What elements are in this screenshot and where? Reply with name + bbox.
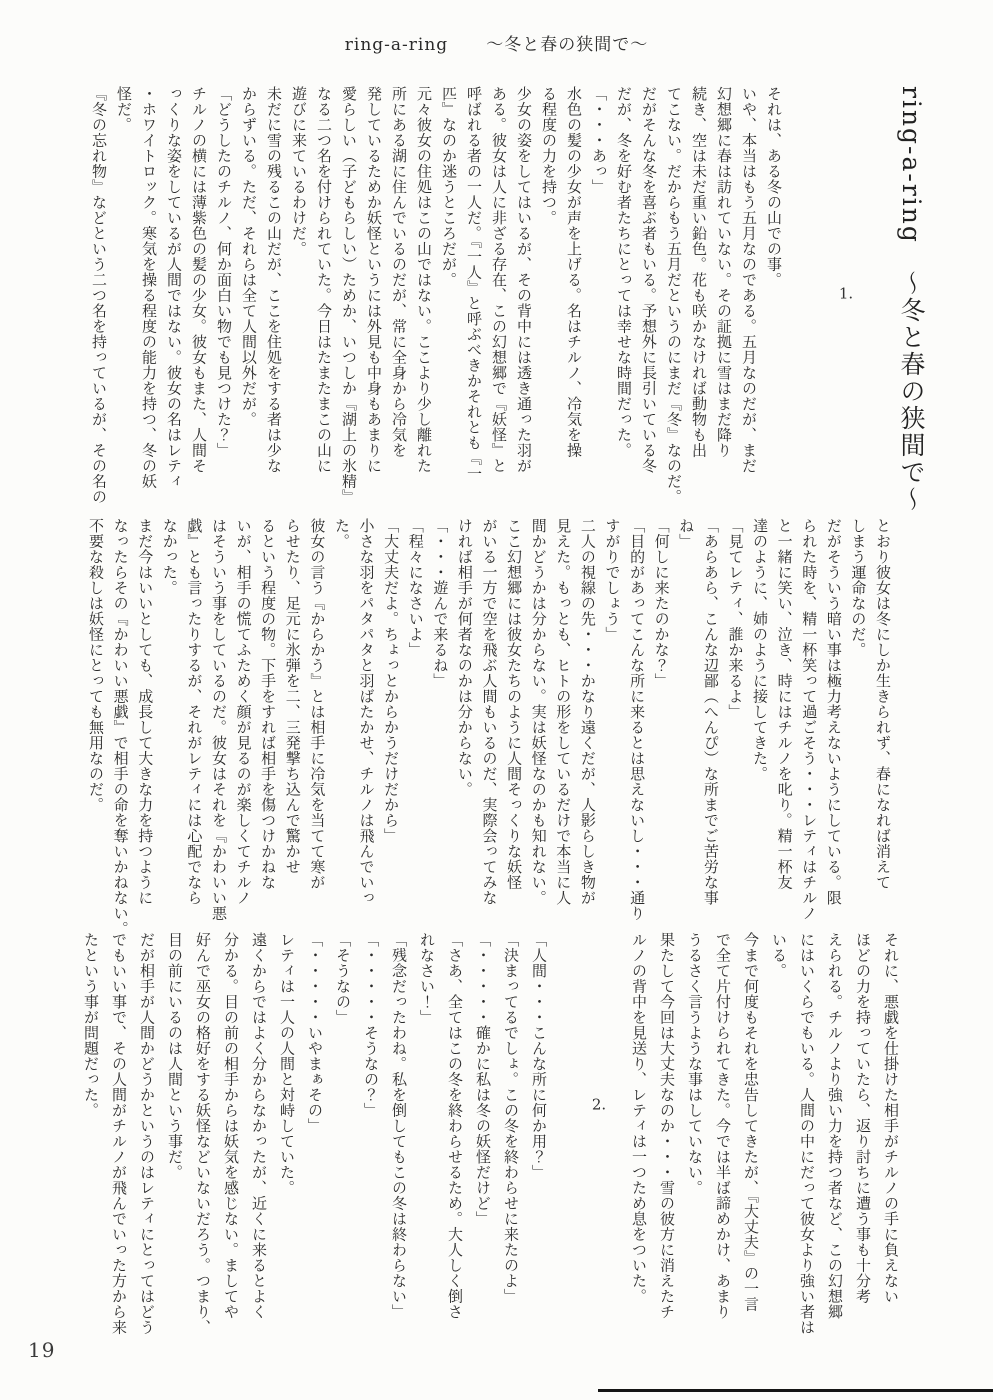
text-line: にはいくらでもいる。人間の中にだって彼女より強い者は [798,932,816,1335]
text-line: だが、冬を好む者たちにとっては幸せな時間だった。 [615,86,633,458]
text-column-group-3a [625,932,905,1335]
text-line: それは、ある冬の山での事。 [765,86,783,288]
text-line: 「目的があってこんな所に来るとは思えないし・・・通り [628,518,647,921]
text-line: 果たして今回は大丈夫なのか・・・雪の彼方に消えたチ [658,932,676,1320]
text-line: っくりな姿をしているが人間ではない。彼女の名はレティ [165,86,183,489]
text-line: るという程度の物。下手をすれば相手を傷つけかねな [259,518,278,890]
text-line: 水色の髪の少女が声を上げる。名はチルノ、冷気を操 [565,86,583,458]
text-line: ・ホワイトロック。寒気を操る程度の能力を持つ、冬の妖 [140,86,158,489]
text-line: れなさい！」 [418,932,436,1025]
text-line: 遠くからではよく分からなかったが、近くに来るとよく [250,932,268,1320]
text-line: 達のように、姉のように接してきた。 [751,518,770,782]
text-line: 分かる。目の前の相手からは妖気を感じない。ましてや [222,932,240,1320]
story-title-latin: ring-a-ring [897,86,926,244]
text-line: 不要な殺しは妖怪にとっても無用なのだ。 [87,518,105,813]
text-line: らせたり、足元に氷弾を二、三発撃ち込んで驚かせ [283,518,302,875]
text-line: てこない。だからもう五月だというのにまだ『冬』なのだ。 [665,86,683,505]
text-line: と一緒に笑い、泣き、時にはチルノを叱り。精一杯友 [775,518,794,890]
text-line: 発しているためか妖怪というには外見も中身もあまりに [365,86,383,474]
text-line: うるさく言うような事はしていない。 [686,932,704,1196]
text-line: 小さな羽をパタパタと羽ばたかせ、チルノは飛んでいっ [357,518,376,906]
text-line: 戯』とも言ったりするが、それがレティには心配でなら [185,518,204,906]
text-line: 「何しに来たのかな？」 [652,518,671,689]
text-line: 「・・・あっ」 [590,86,608,195]
text-line: 間かどうかは分からない。実は妖怪なのかも知れない。 [529,518,548,906]
text-line: 少女の姿をしてはいるが、その背中には透き通った羽が [515,86,533,474]
text-line: 「・・・遊んで来るね」 [431,518,450,689]
text-line: ある。彼女は人に非ざる存在、この幻想郷で『妖怪』と [490,86,508,474]
section-marker-2 [591,932,607,1335]
text-line: でもいい事で、その人間がチルノが飛んでいった方から来 [110,932,128,1335]
text-column-group-2 [83,518,895,937]
text-line: 「さあ、全てはこの冬を終わらせるため。大人しく倒さ [446,932,464,1320]
text-line: とおり彼女は冬にしか生きられず、春になれば消えて [874,518,892,890]
text-line: だがそういう暗い事は極力考えないようにしている。限 [824,518,843,906]
text-line: 目の前にいるのは人間という事だ。 [166,932,184,1180]
page-header [0,30,993,55]
text-line: 「・・・・・いやまぁその」 [306,932,324,1134]
text-column-group-3b [77,932,553,1335]
text-line: 今まで何度もそれを忠告してきたが、『大丈夫』の一言 [742,932,760,1312]
text-line: られた時を、精一杯笑って過ごそう・・・レティはチルノ [800,518,819,921]
section-marker-1 [838,86,854,513]
text-line: 「残念だったわね。私を倒してもこの冬は終わらない」 [390,932,408,1320]
text-line: ほどの力を持っていたら、返り討ちに遭う事も十分考 [854,932,872,1304]
text-line: たという事が問題だった。 [82,932,100,1118]
story-text-band-3 [77,932,905,1335]
text-line: いや、本当はもう五月なのである。五月なのだが、まだ [740,86,758,474]
text-line: なかった。 [160,518,179,596]
text-line: 「大丈夫だよ。ちょっとからかうだけだから」 [382,518,401,844]
text-column-group-1 [86,86,786,513]
story-title [896,86,926,513]
text-line: すがりでしょう」 [603,518,622,642]
text-line: 「・・・・・確かに私は冬の妖怪だけど」 [474,932,492,1227]
text-line: 愛らしい（子どもらしい）ためか、いつしか『湖上の氷精』 [340,86,358,505]
text-line: がいる一方で空を飛ぶ人間もいるのだ、実際会ってみな [480,518,499,906]
section-number-1: 1. [838,286,854,301]
text-line: 彼女の言う『からかう』とは相手に冷気を当てて寒が [308,518,327,890]
text-line: 幻想郷に春は訪れていない。その証拠に雪はまだ降り [715,86,733,458]
text-line: 所にある湖に住んでいるのだが、常に全身から冷気を [390,86,408,458]
story-text-band-2 [83,518,895,937]
text-line: 「どうしたのチルノ、何か面白い物でも見つけた？」 [215,86,233,458]
text-line: 元々彼女の住処はこの山ではない。ここより少し離れた [415,86,433,474]
text-line: だがそんな冬を喜ぶ者もいる。予想外に長引いている冬 [640,86,658,474]
section-number-2: 2. [591,1097,607,1112]
text-line: いが、相手の慌てふためく顔が見るのが楽しくてチルノ [234,518,253,906]
text-line: えられる。チルノより強い力を持つ者など、この幻想郷 [826,932,844,1320]
text-line: 怪だ。 [115,86,133,133]
text-line: で全て片付けられてきた。今では半ば諦めかけ、あまり [714,932,732,1320]
text-line: た。 [332,518,351,549]
text-line: 「あらあら、こんな辺鄙（へんぴ）な所までご苦労な事 [701,518,720,906]
text-line: いる。 [770,932,788,979]
text-line: 『冬の忘れ物』などという二つ名を持っているが、その名の [90,86,108,505]
story-title-subtitle: ～冬と春の狭間で～ [897,269,926,513]
header-latin-title: ring-a-ring [344,35,449,55]
text-line: なる二つ名を付けられていた。今日はたまたまこの山に [315,86,333,474]
text-line: 続き、空は未だ重い鉛色。花も咲かなければ動物も出 [690,86,708,458]
text-line: ここ幻想郷には彼女たちのように人間そっくりな妖怪 [505,518,524,890]
text-line: 未だに雪の残るこの山だが、ここを住処をする者は少な [265,86,283,474]
text-line: チルノの横には薄紫色の髪の少女。彼女もまた、人間そ [190,86,208,474]
text-line: 「程々になさいよ」 [406,518,425,658]
story-text-band-1 [86,86,938,513]
text-line: 呼ばれる者の一人だ。『一人』と呼ぶべきかそれとも『一 [465,86,483,482]
text-line: はそういう事をしているのだ。彼女はそれを『かわいい悪 [209,518,228,921]
text-line: 「人間・・・こんな所に何か用？」 [530,932,548,1180]
text-line: 見えた。もっとも、ヒトの形をしているだけで本当に人 [554,518,573,906]
text-line: 「決まってるでしょ。この冬を終わらせに来たのよ」 [502,932,520,1304]
text-line: 「・・・・・そうなの？」 [362,932,380,1118]
text-line: まだ今はいいとしても、成長して大きな力を持つように [136,518,155,906]
header-subtitle: ～冬と春の狭間で～ [486,35,649,55]
text-line: 遊びに来ているわけだ。 [290,86,308,257]
text-line: 「見てレティ、誰か来るよ」 [726,518,745,720]
text-line: 「そうなの」 [334,932,352,1025]
text-line: レティは一人の人間と対峙していた。 [278,932,296,1196]
text-line: なったらその『かわいい悪戯』で相手の命を奪いかねない。 [111,518,130,937]
text-line: それに、悪戯を仕掛けた相手がチルノの手に負えない [882,932,900,1304]
text-line: 匹』なのか迷うところだが。 [440,86,458,288]
scan-artifact-line [598,1389,993,1392]
text-line: しまう運命なのだ。 [849,518,868,658]
text-line: だが相手が人間かどうかというのはレティにとってはどう [138,932,156,1335]
text-line: ければ相手が何者なのかは分からない。 [455,518,474,797]
text-line: ルノの背中を見送り、レティは一つため息をついた。 [630,932,648,1304]
text-line: る程度の力を持つ。 [540,86,558,226]
text-line: 好んで巫女の格好をする妖怪などいないだろう。つまり、 [194,932,212,1335]
text-line: ね」 [677,518,696,549]
text-line: からずいる。ただ、それらは全て人間以外だが。 [240,86,258,427]
text-line: 二人の視線の先・・・かなり遠くだが、人影らしき物が [578,518,597,906]
page-number: 19 [28,1338,56,1362]
